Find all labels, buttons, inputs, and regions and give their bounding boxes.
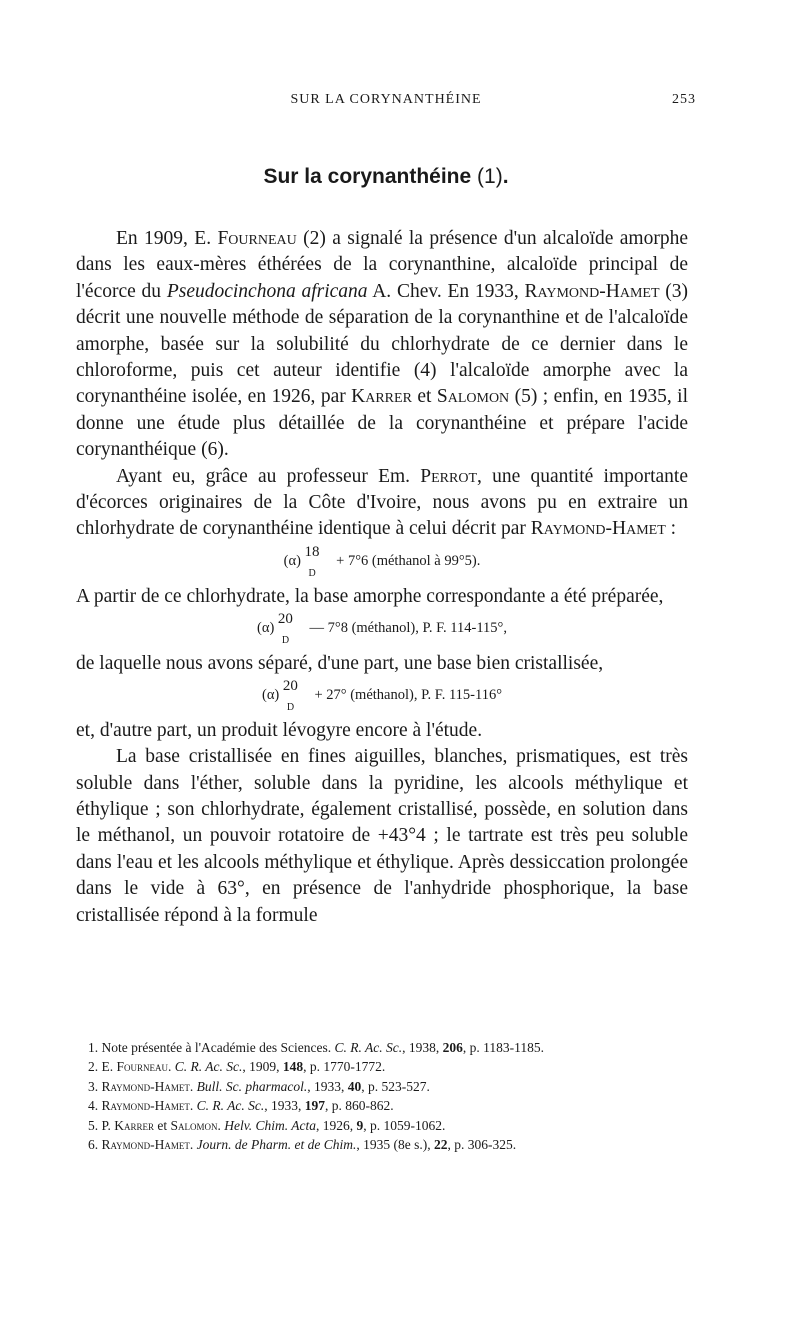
text-run: a signalé la présence d'un alcaloïde amorphe dans les eaux-mères éthérées de la corynanthine, alcaloïde principal de l'écorce du	[76, 228, 689, 302]
volume: 148	[282, 1059, 304, 1075]
article-title-text: Sur la corynanthéine	[263, 165, 472, 188]
text-run: , p. 1059-1062.	[363, 1117, 446, 1133]
footnote-6	[88, 1135, 698, 1154]
title-note-ref: (1)	[477, 165, 503, 188]
running-title: SUR LA CORYNANTHÉINE	[290, 92, 482, 107]
text-run: , une quantité importante d'écorces originaires de la Côte d'Ivoire, nous avons pu en extraire un chlorhydrate de corynanthéine identique à celui décrit par	[76, 465, 688, 540]
formula-alpha: (α)	[257, 619, 275, 636]
author-name: E. Fourneau	[101, 1059, 169, 1075]
footnote-number: 6.	[88, 1137, 99, 1153]
author-name: Perrot	[420, 465, 478, 487]
species-name: Pseudocinchona africana	[166, 280, 368, 302]
formula-2	[76, 610, 688, 646]
paragraph-3: A partir de ce chlorhydrate, la base amorphe correspondante a été préparée,	[76, 585, 664, 607]
text-run: , p. 1770-1772.	[303, 1059, 386, 1075]
author-name: Raymond-Hamet	[101, 1078, 190, 1094]
text-run: , p. 1183-1185.	[462, 1040, 544, 1055]
formula-scripts	[304, 543, 333, 579]
footnote-number: 3.	[88, 1078, 99, 1094]
text-run: et	[154, 1117, 171, 1133]
formula-value: — 7°8 (méthanol), P. F. 114-115°,	[309, 619, 507, 636]
author-name: Raymond-Hamet	[101, 1098, 190, 1114]
text-run: l'alcaloïde amorphe avec la corynanthéine isolée, en 1926, par	[76, 360, 688, 408]
footnotes	[88, 1038, 698, 1154]
footnote-number: 4.	[88, 1098, 99, 1114]
volume: 40	[347, 1078, 362, 1094]
formula-d-line: D	[286, 701, 295, 713]
footnote-5	[88, 1116, 698, 1135]
text-run: , p. 306-325.	[447, 1137, 517, 1153]
text-run: .	[217, 1117, 225, 1133]
formula-temperature: 20	[277, 610, 293, 627]
author-name: Karrer	[351, 386, 412, 408]
text-run: , p. 523-527.	[361, 1078, 430, 1094]
footnote-ref: (6)	[201, 439, 224, 461]
journal: C. R. Ac. Sc.	[334, 1040, 403, 1055]
formula-d-line: D	[281, 634, 290, 646]
page-number: 253	[672, 92, 696, 107]
formula-d-line: D	[308, 567, 316, 579]
footnote-2	[88, 1057, 698, 1076]
journal: C. R. Ac. Sc.	[174, 1059, 243, 1075]
journal: Journ. de Pharm. et de Chim.	[196, 1137, 357, 1153]
text-run: .	[189, 1137, 197, 1153]
paragraph-6: La base cristallisée en fines aiguilles, blanches, prismatiques, est très soluble dans l'éther, soluble dans la pyridine, les alcools méthylique et éthylique ; son chlorhydrate, également cristallisé, possède, en solution dans le méthanol, un pouvoir rotatoire de +43°4 ; le tartrate est très peu soluble dans l'eau et les alcools méthylique et éthylique. Après dessiccation prolongée dans le vide à 63°, en présence de l'anhydride phosphorique, la base cristallisée répond à la formule	[76, 746, 688, 926]
journal: Helv. Chim. Acta	[224, 1117, 317, 1133]
text-run: et	[411, 386, 437, 408]
footnote-4	[88, 1096, 698, 1115]
text-run: Note présentée à l'Académie des Sciences.	[101, 1040, 335, 1055]
footnote-number: 2.	[88, 1059, 99, 1075]
text-run: , 1938,	[402, 1040, 443, 1055]
title-period: .	[502, 165, 509, 188]
paragraph-1	[76, 226, 688, 464]
text-run: :	[665, 518, 677, 540]
formula-temperature: 18	[304, 543, 320, 560]
text-run: , 1909,	[242, 1059, 283, 1075]
volume: 206	[442, 1040, 463, 1055]
text-run: , 1933,	[307, 1078, 348, 1094]
article-title	[76, 165, 696, 189]
volume: 197	[304, 1098, 326, 1114]
journal: Bull. Sc. pharmacol.	[196, 1078, 308, 1094]
formula-value: + 27° (méthanol), P. F. 115-116°	[314, 687, 503, 704]
paragraph-4: de laquelle nous avons séparé, d'une part, une base bien cristallisée,	[76, 652, 604, 674]
text-run: , 1926,	[316, 1117, 357, 1133]
author-name: Salomon	[436, 386, 510, 408]
journal: C. R. Ac. Sc.	[196, 1098, 265, 1114]
formula-alpha: (α)	[261, 687, 280, 704]
text-run: .	[189, 1078, 197, 1094]
footnote-ref: (2)	[303, 228, 326, 249]
formula-temperature: 20	[282, 677, 298, 694]
text-run: décrit une nouvelle méthode de séparation de la corynanthine et de l'alcaloïde amorphe, basée sur la solubilité du chlorhydrate de ce dernier dans le chloroforme, puis cet auteur identifie	[76, 307, 688, 382]
text-run: .	[168, 1059, 175, 1075]
author-name: Fourneau	[217, 228, 297, 249]
author-name: Raymond-Hamet	[524, 280, 660, 302]
formula-3	[76, 677, 688, 713]
text-run: , 1935 (8e s.),	[356, 1137, 435, 1153]
author-name: Salomon	[170, 1117, 218, 1133]
text-run: .	[189, 1098, 197, 1114]
footnote-number: 1.	[88, 1040, 99, 1055]
footnote-number: 5.	[88, 1117, 99, 1133]
text-run: ; enfin, en 1935, il donne une étude plus détaillée de la corynanthéine et prépare l'acide corynanthéique	[76, 386, 688, 461]
paragraph-2	[76, 464, 688, 543]
author-name: Raymond-Hamet	[530, 518, 666, 540]
article-body	[76, 226, 688, 929]
volume: 9	[356, 1117, 364, 1133]
paragraph-5: et, d'autre part, un produit lévogyre encore à l'étude.	[76, 719, 483, 741]
text-run: Ayant eu, grâce au professeur Em.	[116, 465, 421, 487]
footnote-ref: (3)	[665, 280, 689, 302]
text-run: , 1933,	[264, 1098, 305, 1114]
formula-1	[76, 543, 688, 579]
text-run: En 1909, E.	[116, 228, 218, 249]
text-run: , p. 860-862.	[325, 1098, 394, 1114]
footnote-1	[88, 1038, 698, 1057]
footnote-ref: (5)	[514, 386, 538, 408]
footnote-ref: (4)	[413, 360, 437, 382]
formula-scripts	[277, 610, 306, 646]
formula-alpha: (α)	[283, 552, 301, 569]
author-name: P. Karrer	[101, 1117, 155, 1133]
footnote-3	[88, 1077, 698, 1096]
text-run: A. Chev. En 1933,	[367, 280, 525, 302]
author-name: Raymond-Hamet	[101, 1137, 190, 1153]
formula-scripts	[282, 677, 311, 713]
volume: 22	[434, 1137, 448, 1153]
text-run: .	[223, 439, 229, 461]
formula-value: + 7°6 (méthanol à 99°5).	[336, 552, 481, 569]
